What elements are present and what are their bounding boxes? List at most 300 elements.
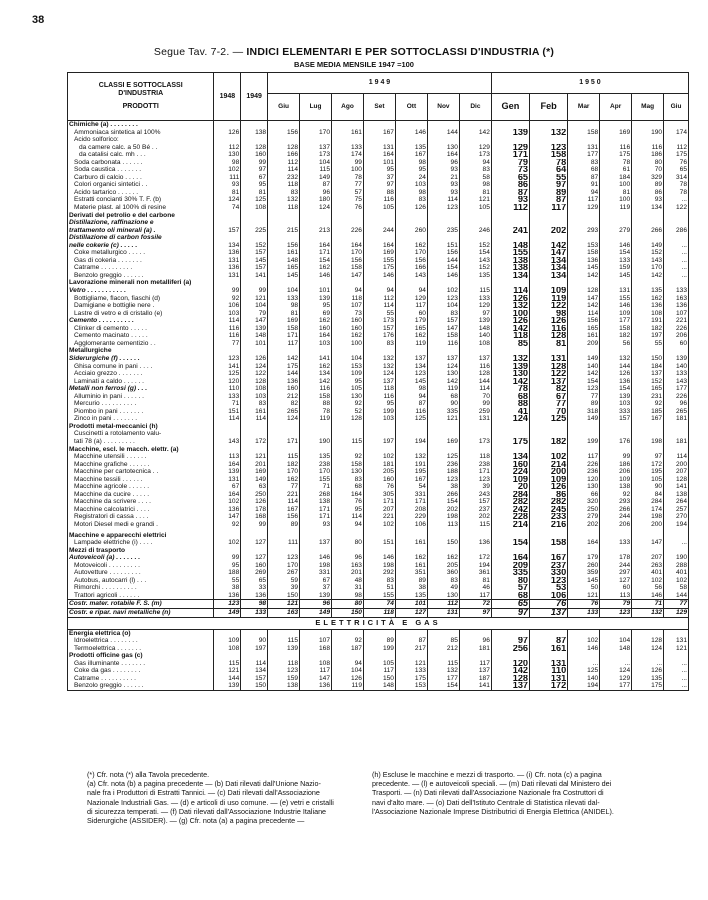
index-value: 157 <box>600 415 632 423</box>
index-value <box>332 279 364 287</box>
index-value <box>600 136 632 144</box>
index-value: 95 <box>363 400 395 408</box>
index-value: 96 <box>664 400 689 408</box>
index-value: ... <box>664 539 689 547</box>
index-value <box>530 430 568 438</box>
index-value: 37 <box>300 584 332 592</box>
index-value: 116 <box>427 340 459 348</box>
index-value: 104 <box>427 302 459 310</box>
footnote-line: Trasporti. — (n) Dati rilevati dall'Associazione Nazionale fra Costruttori di <box>372 788 604 798</box>
index-value: 96 <box>300 189 332 197</box>
table-row <box>68 378 689 386</box>
index-value: 167 <box>530 554 568 562</box>
index-value <box>332 219 364 227</box>
index-value: 157 <box>241 675 268 683</box>
index-value: 145 <box>395 378 427 386</box>
index-value: 149 <box>568 355 600 363</box>
index-value <box>568 279 600 287</box>
index-value: 80 <box>332 600 364 609</box>
index-value: 102 <box>214 166 241 174</box>
index-value: 359 <box>568 569 600 577</box>
index-value <box>664 423 689 431</box>
index-value: 67 <box>530 393 568 401</box>
header-month: Gen <box>491 94 529 121</box>
index-value: 131 <box>530 355 568 363</box>
index-value: 121 <box>664 645 689 653</box>
index-value: 116 <box>632 144 664 152</box>
index-value: 148 <box>459 325 491 333</box>
index-value: 51 <box>363 584 395 592</box>
index-value: 121 <box>241 453 268 461</box>
index-value: 103 <box>214 310 241 318</box>
row-label: Rimorchi . . . . . . . . . . <box>68 584 214 592</box>
index-value: 140 <box>568 363 600 371</box>
index-value: 142 <box>491 325 529 333</box>
index-value: 167 <box>395 151 427 159</box>
index-value <box>664 219 689 227</box>
footnote-line: (*) Cfr. nota (*) alla Tavola precedente. <box>87 770 210 779</box>
index-value: 85 <box>427 637 459 645</box>
index-value <box>600 547 632 555</box>
table-row <box>68 506 689 514</box>
index-value <box>427 547 459 555</box>
header-year-1948: 1948 <box>214 73 241 121</box>
index-value <box>568 652 600 660</box>
index-value: 141 <box>214 363 241 371</box>
index-value: 77 <box>332 181 364 189</box>
index-value: 124 <box>300 204 332 212</box>
index-value: 134 <box>530 272 568 280</box>
index-value: 70 <box>530 408 568 416</box>
index-value: 64 <box>530 166 568 174</box>
index-value <box>241 423 268 431</box>
index-value: 99 <box>459 400 491 408</box>
index-value <box>459 136 491 144</box>
index-value: 93 <box>491 196 529 204</box>
index-value: 187 <box>332 645 364 653</box>
index-value: 163 <box>268 609 300 618</box>
index-value <box>268 234 300 242</box>
table-row <box>68 219 689 227</box>
index-value: 143 <box>395 272 427 280</box>
index-value <box>491 446 529 454</box>
index-value: 116 <box>214 332 241 340</box>
index-value: 160 <box>241 562 268 570</box>
index-value: 96 <box>332 554 364 562</box>
index-value: 114 <box>268 498 300 506</box>
index-value: 132 <box>600 355 632 363</box>
index-value: 149 <box>568 415 600 423</box>
index-value: 238 <box>459 461 491 469</box>
index-value: 114 <box>664 453 689 461</box>
index-value: 144 <box>427 129 459 137</box>
footnote-line: di sicurezza temperati. — (f) Dati rilevati dall'Associazione Industrie Italiane <box>87 806 327 816</box>
index-value <box>332 652 364 660</box>
index-value: 33 <box>241 584 268 592</box>
index-value: 77 <box>530 400 568 408</box>
index-value <box>300 219 332 227</box>
index-value: 330 <box>530 569 568 577</box>
index-value: ... <box>664 272 689 280</box>
index-value: 89 <box>530 189 568 197</box>
index-value <box>241 446 268 454</box>
table-subtitle: BASE MEDIA MENSILE 1947 =100 <box>294 60 414 69</box>
index-value: ... <box>664 242 689 250</box>
index-value: 126 <box>332 675 364 683</box>
header-month: Mag <box>632 94 664 121</box>
index-value: 181 <box>664 438 689 446</box>
index-value <box>214 234 241 242</box>
index-value <box>530 212 568 220</box>
index-value: 171 <box>395 498 427 506</box>
index-value: 130 <box>568 483 600 491</box>
index-value: 169 <box>268 317 300 325</box>
index-value: 132 <box>363 355 395 363</box>
table-row <box>68 569 689 577</box>
row-label: Macchine calcolatrici . . . . <box>68 506 214 514</box>
index-value: 151 <box>363 539 395 547</box>
index-value: 58 <box>664 584 689 592</box>
index-value: 142 <box>568 370 600 378</box>
index-value: 137 <box>300 539 332 547</box>
index-value: 101 <box>395 600 427 609</box>
index-value: 68 <box>427 393 459 401</box>
index-value: 110 <box>530 667 568 675</box>
index-value: 98 <box>332 592 364 600</box>
index-value: ... <box>664 249 689 257</box>
row-label: Mercurio . . . . . . . . . . <box>68 400 214 408</box>
index-value: 58 <box>459 174 491 182</box>
index-value <box>332 347 364 355</box>
index-value: 145 <box>241 257 268 265</box>
index-value: 117 <box>568 196 600 204</box>
index-value: 88 <box>300 400 332 408</box>
index-value: 117 <box>395 302 427 310</box>
index-value: 97 <box>459 310 491 318</box>
index-value: 198 <box>300 562 332 570</box>
index-value: 194 <box>459 562 491 570</box>
index-value: 120 <box>568 476 600 484</box>
header-month: Dic <box>459 94 491 121</box>
index-value: 133 <box>600 539 632 547</box>
index-value: 144 <box>600 363 632 371</box>
index-value: 93 <box>427 189 459 197</box>
index-value: 117 <box>530 204 568 212</box>
index-value <box>600 219 632 227</box>
index-value: 89 <box>632 181 664 189</box>
index-value: 162 <box>268 476 300 484</box>
index-value: 125 <box>395 415 427 423</box>
index-value: 102 <box>427 287 459 295</box>
index-value: 169 <box>363 249 395 257</box>
index-value: 139 <box>459 317 491 325</box>
index-value: 39 <box>268 584 300 592</box>
index-value <box>427 430 459 438</box>
index-value: 83 <box>363 577 395 585</box>
index-value: 167 <box>268 506 300 514</box>
row-label: Lavorazione minerali non metalliferi (a) <box>68 279 214 287</box>
table-row <box>68 600 689 609</box>
index-value <box>459 219 491 227</box>
index-value: 132 <box>427 667 459 675</box>
index-value: 154 <box>491 539 529 547</box>
index-value: 154 <box>568 378 600 386</box>
index-value: 138 <box>300 498 332 506</box>
index-value <box>241 652 268 660</box>
index-value <box>332 234 364 242</box>
index-value: 118 <box>363 385 395 393</box>
index-value <box>241 629 268 637</box>
index-value: 103 <box>395 181 427 189</box>
index-value: 194 <box>568 682 600 690</box>
index-value <box>214 629 241 637</box>
index-value: 95 <box>395 166 427 174</box>
index-value: 131 <box>530 660 568 668</box>
index-value: 161 <box>241 408 268 416</box>
index-value: 130 <box>491 370 529 378</box>
index-value: 93 <box>300 521 332 529</box>
table-row <box>68 340 689 348</box>
index-value: 199 <box>568 438 600 446</box>
index-value: 136 <box>268 378 300 386</box>
index-value: 38 <box>427 483 459 491</box>
index-value <box>459 532 491 540</box>
table-row <box>68 249 689 257</box>
index-value: 209 <box>568 340 600 348</box>
index-value: 130 <box>427 144 459 152</box>
index-value: 112 <box>268 159 300 167</box>
row-label: Mezzi di trasporto <box>68 547 214 555</box>
row-label: Trattori agricoli . . . . . . <box>68 592 214 600</box>
index-value: 136 <box>214 264 241 272</box>
index-value: 87 <box>568 174 600 182</box>
row-label: Coke da gas . . . . . . . . <box>68 667 214 675</box>
index-value: 128 <box>268 144 300 152</box>
row-label: Metalli non ferrosi (g) . . . <box>68 385 214 393</box>
index-value <box>491 136 529 144</box>
index-value: 149 <box>241 476 268 484</box>
index-value: 137 <box>395 355 427 363</box>
index-value: 152 <box>632 249 664 257</box>
index-value <box>632 121 664 129</box>
index-value: 57 <box>332 189 364 197</box>
table-row <box>68 400 689 408</box>
index-value: 163 <box>664 295 689 303</box>
index-value: 97 <box>459 609 491 618</box>
index-value: 147 <box>530 249 568 257</box>
index-value: 282 <box>530 498 568 506</box>
index-value: 73 <box>491 166 529 174</box>
index-value: ... <box>664 264 689 272</box>
index-value: 170 <box>395 249 427 257</box>
index-value <box>491 532 529 540</box>
index-value: 329 <box>632 174 664 182</box>
index-value: 92 <box>332 453 364 461</box>
index-value <box>300 279 332 287</box>
index-value: 126 <box>491 295 529 303</box>
index-value: 127 <box>241 554 268 562</box>
index-value: 126 <box>241 498 268 506</box>
index-value <box>395 423 427 431</box>
index-value: 81 <box>268 310 300 318</box>
index-value <box>427 121 459 129</box>
index-value: 131 <box>214 272 241 280</box>
row-label: tati 78 (a) . . . . . . . . . <box>68 438 214 446</box>
index-value: 104 <box>241 302 268 310</box>
index-value: 70 <box>459 393 491 401</box>
index-value: 76 <box>332 498 364 506</box>
index-value <box>268 423 300 431</box>
index-value <box>332 121 364 129</box>
index-value: 221 <box>268 491 300 499</box>
index-value <box>300 547 332 555</box>
index-value: 270 <box>664 513 689 521</box>
index-value: 154 <box>600 249 632 257</box>
index-value <box>568 212 600 220</box>
index-value: 128 <box>491 675 529 683</box>
index-value: 95 <box>363 166 395 174</box>
table-row <box>68 332 689 340</box>
index-value: 123 <box>459 476 491 484</box>
index-value <box>427 446 459 454</box>
index-value: 158 <box>568 129 600 137</box>
index-value <box>395 136 427 144</box>
table-row <box>68 423 689 431</box>
index-value <box>214 121 241 129</box>
index-value: 146 <box>568 645 600 653</box>
index-value: 135 <box>300 453 332 461</box>
index-value: 173 <box>459 151 491 159</box>
index-value: 79 <box>241 310 268 318</box>
index-value: 314 <box>664 174 689 182</box>
index-value: 100 <box>332 340 364 348</box>
index-value: 226 <box>664 393 689 401</box>
index-value: 198 <box>427 513 459 521</box>
index-value: 136 <box>241 592 268 600</box>
index-value <box>214 430 241 438</box>
index-value: 101 <box>363 159 395 167</box>
index-value: 132 <box>530 129 568 137</box>
index-value: 173 <box>363 317 395 325</box>
index-value: 135 <box>632 675 664 683</box>
row-label: Lastre di vetro e di cristallo (e) <box>68 310 214 318</box>
index-value: 86 <box>530 491 568 499</box>
index-value <box>600 279 632 287</box>
index-value: 149 <box>300 609 332 618</box>
footnote-line: nale fra i Produttori di Estratti Tannici. — (c) Dati rilevati dall'Associazione <box>87 788 320 798</box>
index-value: 95 <box>300 302 332 310</box>
index-value: 112 <box>664 144 689 152</box>
index-value <box>664 430 689 438</box>
index-value: 260 <box>568 562 600 570</box>
index-value: 177 <box>427 675 459 683</box>
index-value: 137 <box>632 370 664 378</box>
index-value: 141 <box>241 272 268 280</box>
index-value: 318 <box>568 408 600 416</box>
index-value: 117 <box>300 667 332 675</box>
index-value: 305 <box>363 491 395 499</box>
index-value: 162 <box>427 554 459 562</box>
index-value <box>568 219 600 227</box>
index-value <box>332 446 364 454</box>
row-label: Piombo in pani . . . . . . . <box>68 408 214 416</box>
index-value: 361 <box>459 569 491 577</box>
index-value: 66 <box>568 491 600 499</box>
index-value: 184 <box>632 363 664 371</box>
index-value: 190 <box>300 438 332 446</box>
index-value: 333 <box>600 408 632 416</box>
index-value: 83 <box>363 340 395 348</box>
index-value: 99 <box>600 453 632 461</box>
index-value: 55 <box>214 577 241 585</box>
index-value <box>214 136 241 144</box>
index-value: 150 <box>241 682 268 690</box>
row-label: Bottigliame, flacon, fiaschi (d) <box>68 295 214 303</box>
index-value: 335 <box>491 569 529 577</box>
index-value: 52 <box>332 408 364 416</box>
row-label: Costr. e ripar. navi metalliche (n) <box>68 609 214 618</box>
index-value: 99 <box>332 159 364 167</box>
index-value: 137 <box>459 355 491 363</box>
index-value: 146 <box>600 302 632 310</box>
index-value <box>214 347 241 355</box>
index-value: 158 <box>600 325 632 333</box>
table-row <box>68 121 689 129</box>
index-value: 125 <box>214 370 241 378</box>
index-value: 78 <box>491 385 529 393</box>
index-value: 93 <box>214 181 241 189</box>
index-value: 124 <box>491 415 529 423</box>
index-value: 401 <box>664 569 689 577</box>
index-value: 133 <box>268 295 300 303</box>
index-value: 46 <box>459 584 491 592</box>
row-label: Estratti concianti 30% T. F. (b) <box>68 196 214 204</box>
index-value: 142 <box>568 302 600 310</box>
index-value: 162 <box>395 332 427 340</box>
index-value: 171 <box>268 332 300 340</box>
index-value: 100 <box>600 196 632 204</box>
index-value: 129 <box>664 609 689 618</box>
index-value <box>395 219 427 227</box>
index-value: 49 <box>427 584 459 592</box>
index-value: 115 <box>459 287 491 295</box>
index-value: 109 <box>214 637 241 645</box>
index-value: 78 <box>600 159 632 167</box>
index-value: 104 <box>332 667 364 675</box>
index-value <box>427 212 459 220</box>
index-value: 176 <box>600 438 632 446</box>
index-value <box>459 430 491 438</box>
row-label: Acciaio grezzo . . . . . . . <box>68 370 214 378</box>
table-row <box>68 468 689 476</box>
index-value: 401 <box>632 569 664 577</box>
index-value <box>363 136 395 144</box>
index-value: 100 <box>332 166 364 174</box>
index-value: 93 <box>632 196 664 204</box>
index-value: 185 <box>632 408 664 416</box>
index-value <box>632 446 664 454</box>
index-value: 93 <box>427 166 459 174</box>
index-value: 228 <box>491 513 529 521</box>
index-value: 160 <box>332 317 364 325</box>
index-value: 76 <box>363 483 395 491</box>
index-value: 107 <box>664 310 689 318</box>
index-value: 320 <box>568 498 600 506</box>
index-value: 188 <box>214 569 241 577</box>
index-value: 146 <box>395 129 427 137</box>
index-value: 118 <box>268 181 300 189</box>
index-value: ... <box>664 675 689 683</box>
